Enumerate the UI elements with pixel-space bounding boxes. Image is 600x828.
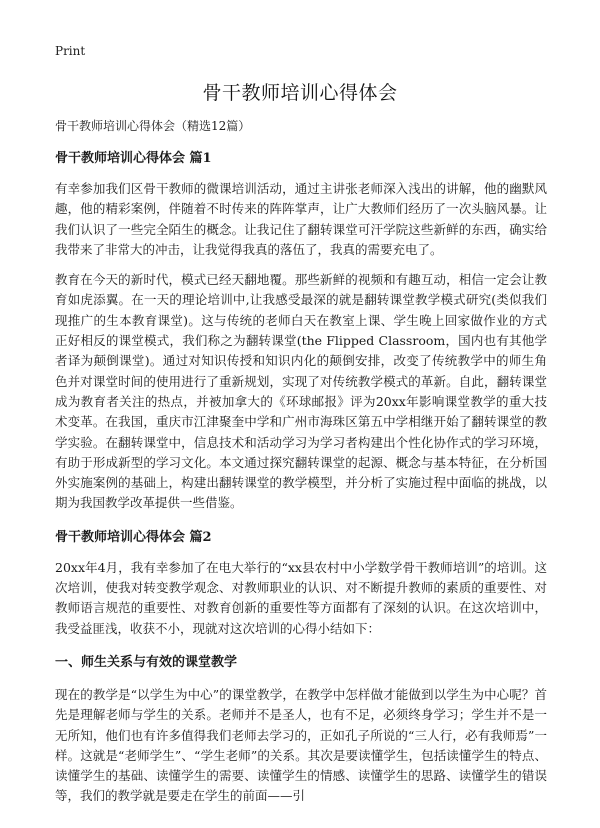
page-title: 骨干教师培训心得体会	[202, 82, 398, 104]
section-heading: 骨干教师培训心得体会 篇1	[55, 151, 212, 166]
paragraph: 有幸参加我们区骨干教师的微课培训活动，通过主讲张老师深入浅出的讲解，他的幽默风趣，他的精彩案例，伴随着不时传来的阵阵掌声，让广大教师们经历了一次头脑风暴。让我们认识了一些完全陌生的概念。让我记住了翻转课堂可汗学院这些新鲜的东西，确实给我带来了非常大的冲击，让我觉得我真的落伍了，我真的需要充电了。	[55, 181, 547, 257]
subsection-heading: 一、师生关系与有效的课堂教学	[55, 654, 238, 670]
document-body	[55, 117, 547, 817]
section-heading: 骨干教师培训心得体会 篇2	[55, 529, 212, 545]
print-label: Print	[55, 44, 86, 58]
paragraph: 20xx年4月，我有幸参加了在电大举行的“xx县农村中小学数学骨干教师培训”的培训。这次培训，使我对转变教学观念、对教师职业的认识、对不断提升教师的素质的重要性、对教师语言规范的重要性、对教育创新的重要性等方面都有了深刻的认识。在这次培训中，我受益匪浅，收获不小，现就对这次培训的心得小结如下：	[55, 559, 547, 636]
paragraph: 现在的教学是“以学生为中心”的课堂教学，在教学中怎样做才能做到以学生为中心呢？首先是理解老师与学生的关系。老师并不是圣人，也有不足，必须终身学习；学生并不是一无所知，他们也有许多值得我们老师去学习的，正如孔子所说的“三人行，必有我师焉”一样。这就是“老师学生”、“学生老师”的关系。其次是要读懂学生，包括读懂学生的特点、读懂学生的基础、读懂学生的需要、读懂学生的情感、读懂学生的思路、读懂学生的错误等，我们的教学就是要走在学生的前面——引	[55, 686, 547, 804]
paragraph: 教育在今天的新时代，模式已经天翻地覆。那些新鲜的视频和有趣互动，相信一定会让教育如虎添翼。在一天的理论培训中,让我感受最深的就是翻转课堂教学模式研究(类似我们现推广的生本教育课堂)。这与传统的老师白天在教室上课、学生晚上回家做作业的方式正好相反的课堂模式，我们称之为翻转课堂(the Flipped Classroom，国内也有其他学者译为颠倒课堂)。通过对知识传授和知识内化的颠倒安排，改变了传统教学中的师生角色并对课堂时间的使用进行了重新规划，实现了对传统教学模式的革新。自此，翻转课堂成为教育者关注的热点，并被加拿大的《环球邮报》评为20xx年影响课堂教学的重大技术变革。在我国，重庆市江津聚奎中学和广州市海珠区第五中学相继开始了翻转课堂的教学实验。在翻转课堂中，信息技术和活动学习为学习者构建出个性化协作式的学习环境，有助于形成新型的学习文化。本文通过探究翻转课堂的起源、概念与基本特征，在分析国外实施案例的基础上，构建出翻转课堂的教学模型，并分析了实施过程中面临的挑战，以期为我国教学改革提供一些借鉴。	[55, 272, 547, 511]
document-subtitle: 骨干教师培训心得体会（精选12篇）	[55, 119, 251, 133]
